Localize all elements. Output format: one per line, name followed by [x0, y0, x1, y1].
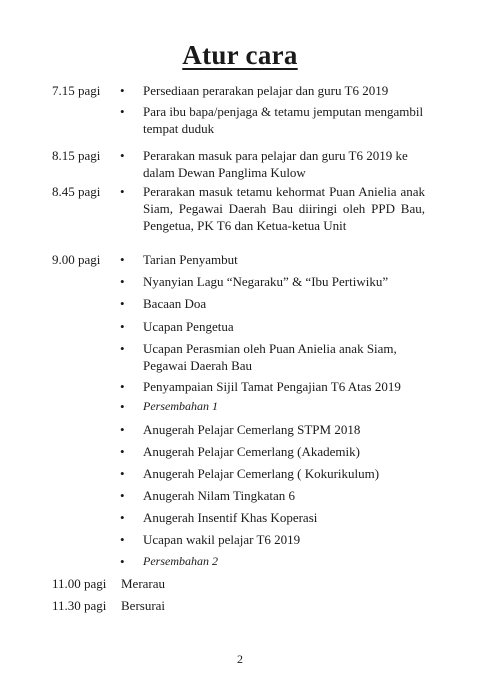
agenda-item: Bacaan Doa [143, 296, 207, 311]
agenda-item: Persembahan 2 [143, 554, 218, 568]
agenda-item: Perarakan masuk tetamu kehormat Puan Anielia anak Siam, Pegawai Daerah Bau diiringi oleh PPD Bau, Pengetua, PK T6 dan Ketua-ketua Unit [143, 184, 425, 233]
agenda-item: Para ibu bapa/penjaga & tetamu jemputan mengambil tempat duduk [143, 104, 424, 136]
agenda-item: Persembahan 1 [143, 399, 218, 413]
agenda-item: Ucapan Pengetua [143, 319, 234, 334]
time-label: 7.15 pagi [52, 83, 101, 98]
agenda-item: Tarian Penyambut [143, 252, 238, 267]
time-label: 9.00 pagi [52, 252, 101, 267]
agenda-item: Ucapan wakil pelajar T6 2019 [143, 532, 301, 547]
time-label: 8.45 pagi [52, 184, 101, 199]
agenda-item: Merarau [121, 576, 166, 591]
agenda-item: Anugerah Pelajar Cemerlang ( Kokurikulum) [143, 466, 380, 481]
agenda-item: Bersurai [121, 598, 166, 613]
agenda-item: Ucapan Perasmian oleh Puan Anielia anak Siam, Pegawai Daerah Bau [143, 341, 397, 373]
agenda-item: Perarakan masuk para pelajar dan guru T6 2019 ke dalam Dewan Panglima Kulow [143, 148, 408, 180]
agenda-item: Anugerah Pelajar Cemerlang STPM 2018 [143, 422, 361, 437]
agenda-item: Anugerah Insentif Khas Koperasi [143, 510, 318, 525]
page-number: 2 [237, 652, 243, 666]
agenda-item: Persediaan perarakan pelajar dan guru T6 2019 [143, 83, 389, 98]
agenda-item: Penyampaian Sijil Tamat Pengajian T6 Atas 2019 [143, 379, 401, 394]
agenda-item: Anugerah Nilam Tingkatan 6 [143, 488, 296, 503]
agenda-item: Nyanyian Lagu “Negaraku” & “Ibu Pertiwiku” [143, 274, 389, 289]
page-title: Atur cara [182, 40, 298, 70]
agenda-item: Anugerah Pelajar Cemerlang (Akademik) [143, 444, 360, 459]
time-label: 11.00 pagi [52, 576, 107, 591]
time-label: 11.30 pagi [52, 598, 107, 613]
time-label: 8.15 pagi [52, 148, 101, 163]
